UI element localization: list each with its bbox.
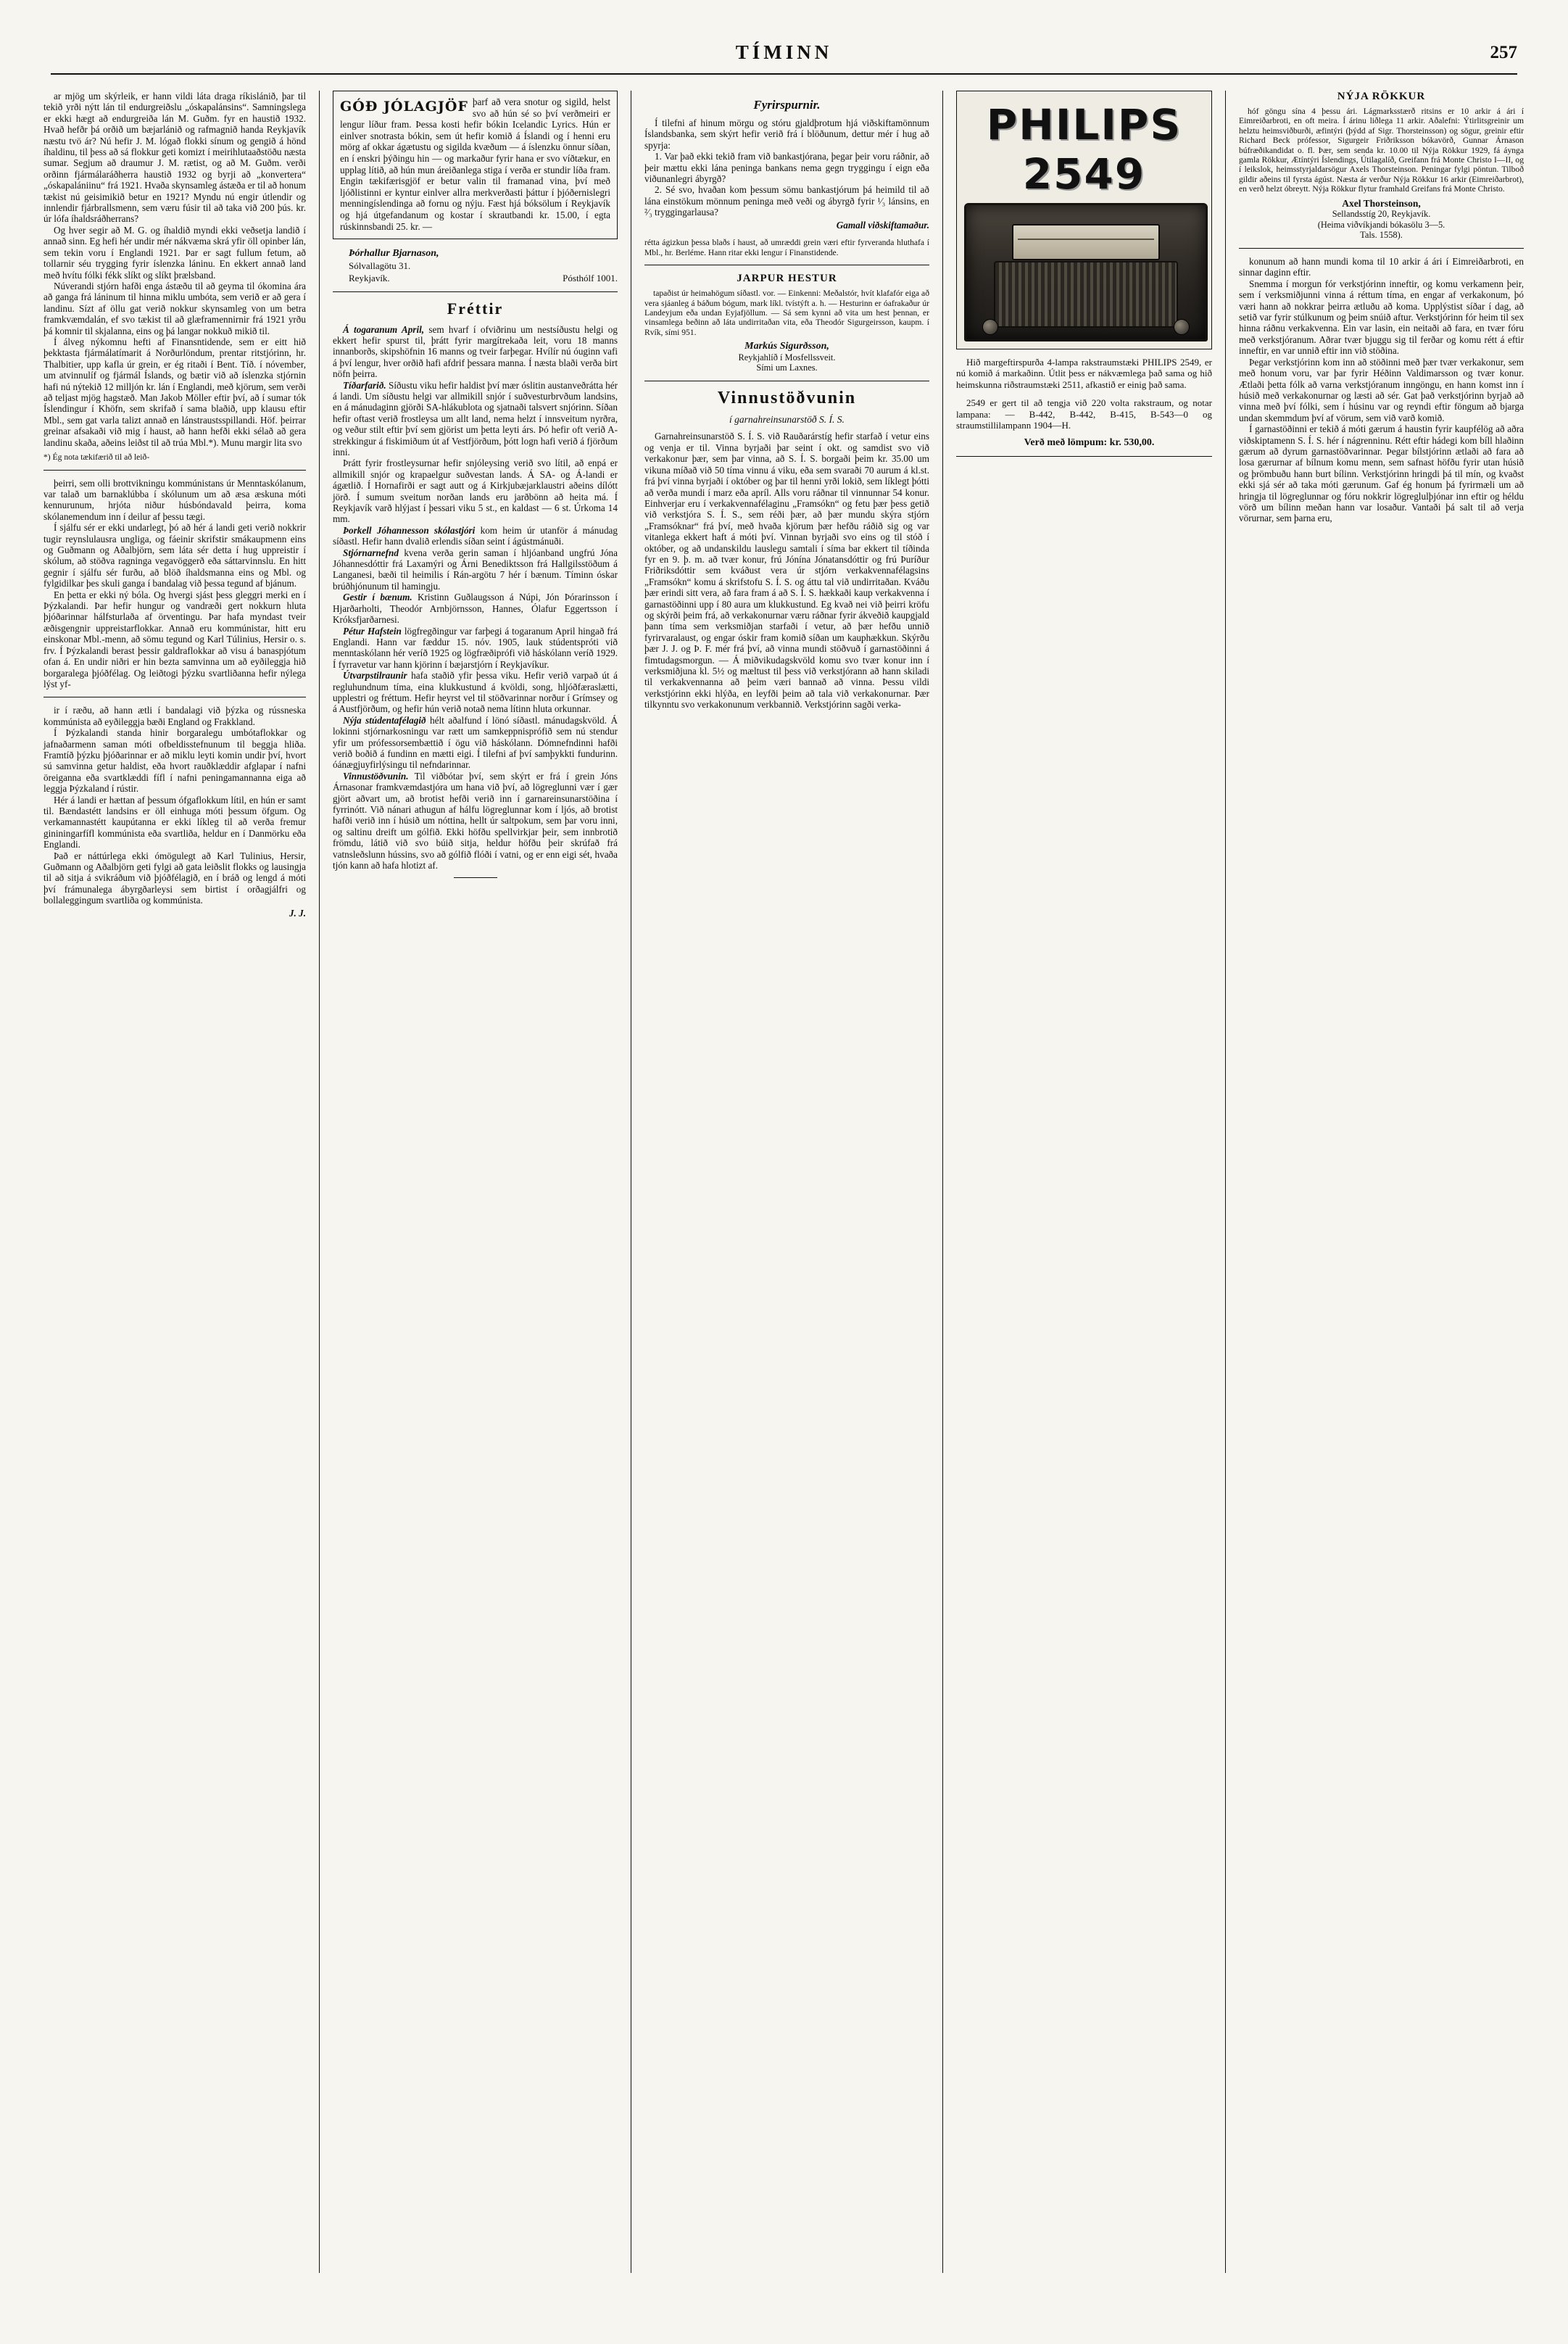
column-4 [942, 91, 1225, 2273]
section-heading-strike: Vinnustöðvunin [717, 389, 857, 408]
news-text: hélt aðalfund í lönó síðastl. mánudagskvöld. Á lokinni stjórnarkosningu var rætt um samkeppnisprófið sem nú stendur yfir um prófessorsembættið í ögu við háskólann. Dómnefndinni hafði verið boðið á fundinn en mætti eigi. Í tilefni af því samþykkti fundurinn. óánægjuyfirlýsingu til nefndarinnar. [333, 714, 618, 771]
radio-knob-right [1174, 319, 1190, 335]
ad-publisher-note: (Heima viðvíkjandi bókasölu 3—5. [1317, 219, 1445, 230]
ad-signer-phone: Sími um Laxnes. [756, 363, 818, 373]
radio-speaker-grille [994, 261, 1178, 328]
news-lead: Stjórnarnefnd [343, 547, 399, 558]
news-lead: Þorkell Jóhannesson skólastjóri [343, 524, 476, 536]
section-heading-questions: Fyrirspurnir. [753, 98, 821, 112]
ad-body-nyja-rokkur: hóf göngu sína 4 þessu ári. Lágmarksstærð ritsins er 10 arkir á ári í Eimreiðarbroti, en oft meira. Í árinu liðlega 11 arkir. Aðalefni: Ýtirlitsgreinir um helztu heimsviðburði, æfintýri (þýdd af Sigr. Thorsteinsson) og sögur, greinir eftir Richard Beck prófessor, Sigurgeir Friðriksson bókavörð, Gunnar Árnason búfræðikandidat o. fl. Þær, sem senda kr. 10.00 til Nýja Rökkur 1929, fá áynga gamla Rökkur, Ætíntýri Íslendings, Útilagalíð, Greifann frá Monte Christo I—II, og í leikslok, heimsstyrjaldarsögur Axels Thorsteinson. Peningar fylgi pöntun. Tilboð gildir aðeins til fyrsta ágúst. Næsta ár verður Nýja Rökkur 16 arkir (Eimreiðarbrot), en verð helzt óbreytt. Nýja Rökkur flytur framhald Greifans frá Monte Christo. [1239, 107, 1524, 194]
section-heading-news: Fréttir [447, 299, 504, 318]
radio-dial [1012, 224, 1160, 260]
news-item [333, 592, 618, 625]
news-lead: Vinnustöðvunin. [343, 770, 409, 782]
paragraph: Í álveg nýkomnu hefti af Finansntidende, sem er eitt hið þekktasta fjármálatímarit á Norðurlöndum, prentar ritstjórinn, hr. Thalbitier, upp kafla úr grein, er ég ritaði í Bent. Tíð. í nóvember, um atvinnulíf og fjármál Íslands, og bætir við að íslenzka stjórnin hafi nú nýtekið 12 milljón kr. lán í Englandi, með kjörum, sem verði að teljast mjög hagstæð. Man Jakob Möller eftir því, að í sumar tók Íslendingur í Khöfn, sem skrifað í sama blaðið, upp klausu eftir Mbl., sem gat varla talizt annað en lánstraustsspillandi. Höf. þeirrar greinar afsakaði við mig í haust, að hann hefði ekki sélað að gera landinu skaða, aðeins leiðst til að trúa Mbl.*). Munu margir lita svo [43, 336, 306, 448]
paragraph: Snemma í morgun fór verkstjórinn inneftir, og komu verkamenn þeir, sem í verksmiðjunni vinna á réttum tíma, en engar af verkakonum, þó væri hann að nokkrar þeirra ætluðu að koma. Upplýstist síðar í dag, að setið var fyrir stúlkunum og þeim snúið aftur. Verkstjórinn fór heim til sex hinna ráðnu verkakvenna. Ein var lasin, ein neitaði að fara, en tvær fóru með verkstjóranum. Aðrar tvær bjuggu sig til ferðar og komu rétt á eftir inneftir, en var unnið eftir inn við stöðina. [1239, 278, 1524, 357]
ad-headline: GÓÐ JÓLAGJÖF [340, 99, 468, 115]
column-3 [631, 91, 942, 2273]
article-signature: J. J. [289, 907, 306, 919]
paragraph: konunum að hann mundi koma til 10 arkir á ári í Eimreiðarbroti, en sinnar daginn eftir. [1239, 256, 1524, 278]
ad-publisher-phone: Tals. 1558). [1360, 230, 1403, 241]
news-item [333, 547, 618, 592]
paragraph: Í sjálfu sér er ekki undarlegt, þó að hér á landi geti verið nokkrir tugir reynslulausra ungliga, og fáeinir skrifstir smákaupmenn eins og Guðmann og Aðalbjörn, sem láta sér detta í hug uppreistir í skólum, að stöðva ragninga vegavöggerð eða sáttarvinnslu. En hitt gegnir í sjálfu sér furðu, að blöð íhaldsmanna eins og Mbl. og fylgidilkar þes skuli ganga í bandalag við þessa tegund af bjánum. [43, 522, 306, 589]
news-text: kvena verða gerin saman í hljóanband ungfrú Jóna Jóhannesdóttir frá Laxamýri og Árni Benediktsson frá Hallgilsstöðum á Langanesi, bæði til heimilis í Rán-argötu 7 hér í bænum. Tíminn óskar brúðhjónunum til hamingju. [333, 547, 618, 592]
radio-illustration [964, 203, 1208, 341]
news-item [333, 525, 618, 547]
paragraph: Garnahreinsunarstöð S. Í. S. við Rauðarárstíg hefir starfað í vetur eins og venja er til. Vinna byrjaði þar seint í okt. og samdist svo við verkakonur þær, sem þar vinna, að S. Í. S. borgaði þeim kr. 35.00 um vikuna míðað við 50 tíma vinnu á viku, eða sem svaraði 70 aurum á kl.st. frá því vinna byrjaði í október og þar til henni yrði lokið, sem líklegt þótti að verða mundi í marz eða apríl. Alls voru ráðnar til vinnunnar 54 konur. Einhverjar eru í verkakvennafélaginu „Framsókn“ og fetu þær þess getið við verkstjóra S. Í. S., sem réði þær, að þær mundu skýra stjórn „Framsóknar“ frá því, með hvaða kjörum þær hefðu ráðið sig og var vitanlega ekkert haft á móti því. Vinnan byrjaði svo eins og til stóð í október, og að undanskildu lauslegu samtali í síma bar ekkert til tíðinda fyr en 9. þ. m. að tvær konur, frú Jónína Jónatansdóttir og frú Þuríður Friðriksdóttir sem kváðust vera úr stjórn verkakvennafélagsins „Framsókn“ komu á skrifstofu S. Í. S. og áttu tal við undirritaðan. Kváðu þær erindi sitt vera, að fara fram á að S. Í. S. hækkaði kaup verkakvenna í garnastöðinni upp í 80 aura um klukkustund. Eg kvað nei við þeirri kröfu og skýrði þeim frá, að verkakonurnar væru ráðnar fyrir ákveðið kaupgjald þann tíma sem verksmiðjan starfaði í vetur, að þær hefðu unnið fyrirvaralaust, og engar óskir fram komið síðan um kauphækkun. Skýrðu þær J. J. og Þ. F. mér frá því, að vinna mundi stöðvuð í garnastöðinni á fimtudagsmorgun. — Á miðvikudagskvöld komu svo tvær konur inn í verksmiðjuna kl. 5½ og mæltust til þess við verkstjórann að hann skiladi til verkakvennanna að þeim væri bannað að vinna. Þessu vildi verkstjórinn ekki hlýða, en leyfði þeim að tala við verkakonurnar. Þær tilkynntu svo verkakonunum verkbannið. Verkstjórinn sagði verka- [644, 431, 929, 711]
page-number: 257 [1490, 43, 1517, 62]
ad-philips-price: Verð með lömpum: kr. 530,00. [1024, 437, 1155, 449]
paragraph: þeirri, sem olli brottvikningu kommúnistans úr Menntaskólanum, var talað um barnaklúbba í skólunum um að æsa æskuna móti kennurunum, hrjóta niður húsbóndavald þeirra, koma skólanemendum inn í deilur af þessu tægi. [43, 477, 306, 522]
page-columns [43, 91, 1525, 2273]
ad-publisher-address: Sellandsstíg 20, Reykjavík. [1332, 209, 1431, 220]
footnote-continued: rétta ágizkun þessa blaðs í haust, að umræddi grein væri eftir fyrveranda hluthafa í Mbl., hr. Berléme. Hann ritar ekki lengur í Finanstidende. [644, 238, 929, 257]
paragraph: 2. Sé svo, hvaðan kom þessum sömu bankastjórum þá heimild til að lána einstökum mönnum peninga með veði og ábyrgð fyrir ¹⁄₃ lánsins, en ²⁄₃ tryggingarlausa? [644, 184, 929, 218]
news-item [333, 380, 618, 458]
paragraph: Í tilefni af hinum mörgu og stóru gjaldþrotum hjá viðskiftamönnum Íslandsbanka, sem skýrt hefir verið frá í blöðunum, dettur mér í hug að spyrja: [644, 117, 929, 151]
news-item [333, 670, 618, 715]
ad-body: þarf að vera snotur og sigild, helst svo að hún sé so því verðmeiri er lengur líður fram. Þessa kosti hefir bókin Icelandic Lyrics. Hún er einlver snotrasta bókin, sem út hefir komið á Íslandi og í henni eru mörg af okkar ágætustu og sigilda kvæðum — á íslenzku önnur síðan, en í enskri þýðingu hin — og markaður fyrir hana er svo víðtækur, en upplag lítið, að hún mun áreiðanlega stiga í verða er stundir líða fram. Engin tækifærisgjöf er betur valin til framanad vina, því með ljóðlistinni er kyntur einlver allra merkverðasti þáttur í þjóðernislegri menningíslendinga að fornu og nýju. Fæst hjá bóksölum í Reykjavík og hjá útgefandanum og kostar í skrautbandi kr. 15.00, í egta rúskinnsbandi 25. kr. — [340, 96, 610, 232]
paragraph: Það er náttúrlega ekki ómögulegt að Karl Tulinius, Hersir, Guðmann og Aðalbjörn geti fylgi að gata leiðslit flokks og lausingja til að sitja á svikráðum við þjóðfélagið, en í bráð og lengd á móti því frámunalega ábyrgðarleysi sem birtist í orðagjálfri og bollaleggingum svartliða og kommúnista. [43, 850, 306, 906]
footnote: *) Ég nota tækifærið til að leið- [43, 452, 150, 462]
news-text: kom heim úr utanför á mánudag síðastl. Hefir hann dvalið erlendis síðan seint í ágústmánuði. [333, 524, 618, 547]
radio-knob-left [982, 319, 998, 335]
ad-publisher-name: Axel Thorsteinson, [1342, 197, 1421, 209]
paragraph: Núverandi stjórn hafði enga ástæðu til að geyma til ókomina ára að ganga frá láninum til hinna miklu umbóta, sem verið er að gera í landinu. Sízt af öllu gat verið nokkur skynsamleg von um betra framkvæmdalán, ef svo tækist til að glæframennirnir frá 1921 yrðu þá komnir til skjalanna, eins og þá langar nokkuð mikið til. [43, 280, 306, 336]
news-lead: Pétur Hafstein [343, 625, 402, 637]
paragraph: Þegar verkstjórinn kom inn að stöðinni með þær tvær verkakonur, sem með honum voru, var þar fyrir Héðinn Valdimarsson og tvær konur. Ætlaði þetta fólk að varna verkstjóranum inngöngu, en hann komst inn í húsið með verkakonurnar og læsti að sér. Gat það verkstjórinn byrjað að vinna með því fólki, sem í húsinu var og reyndi eftir föngum að bjarga undan skemmdum því af vörum, sem við varð komið. [1239, 356, 1524, 423]
paper-title: TÍMINN [735, 41, 833, 63]
news-item [333, 626, 618, 671]
ad-signer-address: Reykjahlíð í Mosfellssveit. [738, 352, 836, 363]
news-lead: Á togaranum April, [343, 323, 425, 335]
ad-title-horse: JARPUR HESTUR [737, 273, 837, 285]
question-signature: Gamall viðskiftamaður. [836, 219, 929, 231]
ad-body-horse: tapaðist úr heimahögum síðastl. vor. — Einkenni: Meðalstór, hvít klafafór eiga að vera sjáanleg á báðum bógum, mark líkl. tvístýft a. h. — Hesturinn er óafrakaður úr Landeyjum eða undan Eyjafjöllum. — Sá sem kynni að vita um hest þennan, er vinsamlega beðinn að láta undirritaðan vita, eða Theodór Sigurgeirsson, kaupm. í Rvík, sími 951. [644, 289, 929, 337]
ad-philips-text-2: 2549 er gert til að tengja við 220 volta rakstraum, og notar lampana: — B-442, B-442, B-415, B-543—0 og straumstillilampann 1904—H. [956, 397, 1212, 431]
paragraph: ar mjög um skýrleik, er hann vildi láta draga ríkislánið, þar til tekið yrði nýtt lán til endurgreiðslu „óskapalánsins“. Samningslega er ekki hægt að endurgreiða lán M. Guðm. fyr en haustið 1932. Hvað hefðr þá orðið um bæjarlánið og rafmagnið handa Reykjavík næstu tvö ár? Nú hefir J. M. lógað flokki sínum og gengið á hönd íhaldinu, til þess að sá flokkur geti komizt í meirihlutaaðstöðu næsta sumar. Segjum að draumur J. M. rætist, og að M. Guðm. verði orðinn fjármálaráðherra haustið 1932 og byrji að „konvertera“ „óskapalániinu“ frá 1921. Hvaða skynsamleg ástæða er til að honum tækist nú geisimikið betur en 1921? Myndu nú engir útlendir og innlendir fjárbrallsmenn, sem væru fúsir til að taka við 200 þús. kr. úr lófa íhaldsráðherrans? [43, 91, 306, 225]
section-subheading-strike: í garnahreinsunarstöð S. Í. S. [729, 414, 845, 426]
ad-signer-name: Markús Sigurðsson, [744, 341, 829, 352]
advertiser-name: Þórhallur Bjarnason, [349, 248, 439, 260]
news-lead: Útvarpstilraunir [343, 670, 407, 682]
ad-philips-radio [956, 91, 1212, 349]
news-lead: Tíðarfarið. [343, 379, 386, 391]
column-2 [319, 91, 631, 2273]
ad-philips-text-1: Hið margeftirspurða 4-lampa rakstraumstæki PHILIPS 2549, er nú komið á markaðinn. Útlit þess er nákvæmlega það sama og hið heimskunna riðstraumstæki 2511, afkastið er einig það sama. [956, 357, 1212, 390]
philips-logo: PHILIPS 2549 [986, 100, 1182, 199]
advertiser-address: Sólvallagötu 31. [349, 260, 411, 271]
column-5 [1225, 91, 1524, 2273]
paragraph: Hér á landi er hættan af þessum ófgaflokkum lítil, en hún er samt til. Bændastétt landsins er öll einhuga móti þessum öfgum. Og verkamannastétt kaupútanna er ekki líkleg til að verða fremur gininingarfífl kommúnista eða svartliða, heldur en í Danmörku eða Englandi. [43, 794, 306, 850]
news-text: Síðustu viku hefir haldist því mær óslitin austanveðrátta hér á landi. Um síðustu helgi var allmikill snjór í suðvesturbrvðum landsins, en á mánudaginn gjörði SA-hlákublota og sjatnaði talsvert snjórinn. Síðan hefir oftast verið frostleysa um allt land, nema helzt í innsveitum nyrðra, og veður stilt eftir því sem gjörist um þetta leyti árs. Þó hefir oft verið A-strekkingur á fiskimiðum út af Vestfjörðum, þótt logn hafi verið á fjörðum inni. [333, 379, 618, 457]
paragraph: 1. Var það ekki tekið fram við bankastjórana, þegar þeir voru ráðnir, að þeir mættu ekki lána peninga bankans nema gegn tryggingu í eign eða viðunanlegri ábyrgð? [644, 151, 929, 185]
news-lead: Gestir í bænum. [343, 592, 412, 603]
news-item [333, 771, 618, 871]
paragraph: Í Þýzkalandi standa hinir borgaralegu umbótaflokkar og jafnaðarmenn saman móti ofbeldisstefnunum til beggja hliða. Framtíð þýzku þjóðarinnar er að miklu leyti komin undir því, hvort sú samvinna getur haldist, eða hvort rauðklæddir afglapar í nafni öreiganna eða svartklæddi fífl í nafni peningamannanna eiga að leggja Þýzkaland í rústir. [43, 727, 306, 795]
paragraph: En þetta er ekki ný bóla. Og hvergi sjást þess gleggri merki en í Þýzkalandi. Þar hefir hungur og vandræði gert nokkurn hluta þjóðarinnar hálfsturlaða af örventingu. Þar hafa myndast tveir æðisgengnir uppreistarflokkar. Annað eru kommúnistar, hitt eru einskonar Mbl.-menn, að sömu tegund og Karl Túlinius, Hersir o. s. frv. Í Þýzkalandi berast þessir galdraflokkar að visu á banaspjótum ofan á. En undir niðri er hin bezta samvinna um að eyðileggja hið borgaralega þjóðfélag. Og leiðtogi þýzku svartliðanna hefir nýlega lýst yf- [43, 589, 306, 689]
news-text: lögfregðingur var farþegi á togaranum April hingað frá Englandi. Hann var fæddur 15. nóv. 1905, lauk stúdentspróti við menntaskólann hér veríð 1925 og lögfræðiprófi við háskólann veríð 1929. Í fyrravetur var hann kjörinn í bæjarstjórn í Reykjavíkur. [333, 625, 618, 670]
paragraph: Og hver segir að M. G. og íhaldið myndi ekki veðsetja landið í annað sinn. Eg hefi hér undir mér nákvæma skrá yfir öll opinber lán, sem tekin voru í Englandi 1921. Þar er sagt fullum fetum, að tollarnir séu trygging fyrir íslenzka láninu. En ekkert annað land með hvítu fólki fékk slíkt og slíkt þrælsband. [43, 224, 306, 281]
news-text: sem hvarf í ofviðrinu um nestsíðustu helgi og ekkert hefir spurst til, þrátt fyrir margítrekaða leit, voru 18 manns innanborðs, skipshöfnin 16 manns og tveir farþegar. Hvílír nú óuginn vafi á því lengur, hver orðið hafi afdrif þessara manna. Í næsta blaði verða birt nöfn þeirra. [333, 323, 618, 380]
paragraph: Í garnastöðinni er tekið á móti gærum á haustin fyrir kaupfélög að aðra viðskiptamenn S. Í. S. hér í nágrenninu. Rétt eftir hádegi kom bíll hlaðinn gærum að dyrum garnastöðvarinnar. Þegar bílstjórinn ætlaði að fara að losa gærurnar af bílnum komu menn, sem safnast höfðu fyrir utan húsið og þrömbuðu hann burt bílinn. Verkstjórinn hringdi þá til mín, og kvaðst ekki sjá sér að taka móti gærunum. Gaf ég honum þá fyrirmæli um að hringja til lögreglunnar og fóru nokkrir lögreglulþjónar inn eftir og héldu vörð um bílinn meðan hann var losaður. Vantaði þá salt til að verja vörurnar, sem þarna eru, [1239, 423, 1524, 524]
news-item [333, 324, 618, 380]
news-item [333, 457, 618, 524]
column-1 [43, 91, 319, 2273]
news-lead: Nýja stúdentafélagið [343, 714, 426, 726]
ad-title-nyja-rokkur: NÝJA RÖKKUR [1337, 91, 1426, 102]
advertiser-pobox: Pósthólf 1001. [563, 272, 618, 283]
ad-good-christmas-gift [333, 91, 618, 239]
news-text: hafa staðið yfir þessa viku. Hefir verið varpað út á regluhundnum tíma, eina klukkustund á kvöldi, song, hljóðfæraslætti, upplestri og fréttum. Hefir heyrst vel til stöðvarinnar norður í Grímsey og á Austfjörðum, og hefir hún verið notað nema lítinn hluta orkunnar. [333, 670, 618, 715]
news-item [333, 715, 618, 771]
news-text: Kristinn Guðlaugsson á Núpi, Jón Þórarinsson í Hjarðarholti, Theodór Arnbjörnsson, Hannes, Ólafur Eggertsson í Króksfjarðarnesi. [333, 592, 618, 626]
news-text: Þrátt fyrir frostleysurnar hefir snjóleysing verið svo lítil, að enpá er allmikill snjór og krapaelgur suðvestan lands. Á SA- og Á-landi er ágætlið. Í Hornafirði er sagt autt og á Kirkjubæjarklaustri aðeins dílótt jörð. Í sumum sveitum norðan lands eru jarðbönn að heita má. Í Reykjavík varð hlýjast í þessari viku 5 st., en kaldast — 6 st. Úrkoma 14 mm. [333, 457, 618, 525]
advertiser-city: Reykjavík. [349, 272, 390, 283]
paragraph: ir í ræðu, að hann ætli í bandalagi við þýzka og rússneska kommúnista að eyðileggja bæði England og Frakkland. [43, 705, 306, 727]
news-text: Til viðbótar því, sem skýrt er frá í grein Jóns Árnasonar framkvæmdastjóra um hana við því, að lögreglunni vær í gær gjört aðvart um, að brotist hefði verið inn í garnareinsunarstöðina í fyrrinótt. Við nánari athugun af hálfu lögreglunnar kom í ljós, að brotist hafði verið inn í húsið um nóttina, hellt úr saltpokum, sem þar voru inni, og saltinu dreift um gólfið. Ekki höfðu spellvirkjar þeir, sem innbrotið frömdu, látið við svo búið sitja, heldur höfðu þeir skrúfað frá vatnsleðslunn hússins, svo að gólfið flóði í vatni, og er enn eigi sét, hvaða tjón kann að hafa hlotizt af. [333, 770, 618, 871]
masthead [51, 40, 1517, 75]
